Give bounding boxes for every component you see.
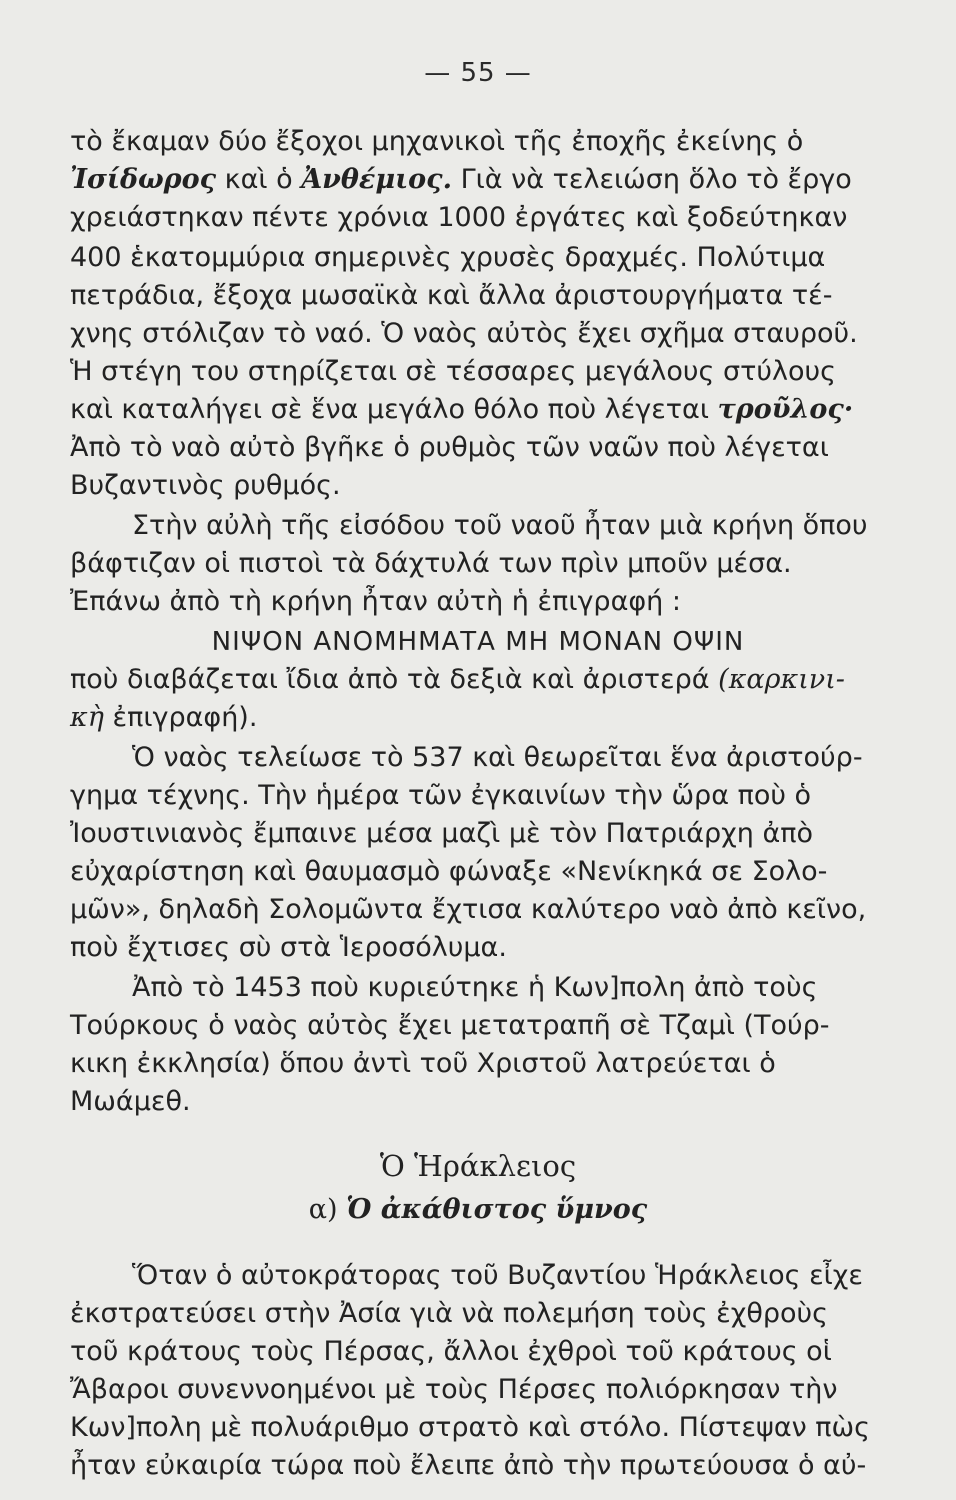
text-line: Μωάμεθ. [70, 1086, 191, 1117]
text-fragment: Γιὰ νὰ τελειώση ὅλο τὸ ἔργο [460, 164, 852, 195]
text-line: Βυζαντινὸς ρυθμός. [70, 470, 341, 501]
section-subtitle [0, 1190, 956, 1230]
text-line: πετράδια, ἔξοχα μωσαϊκὰ καὶ ἄλλα ἀριστουργήματα τέ- [70, 280, 833, 311]
text-fragment: καὶ ὁ [224, 164, 293, 195]
text-line: Ἰουστινιανὸς ἔμπαινε μέσα μαζὶ μὲ τὸν Πατριάρχη ἀπὸ [70, 818, 814, 849]
name-anthemios: Ἀνθέμιος. [301, 164, 452, 195]
text-line: Ἄβαροι συνεννοημένοι μὲ τοὺς Πέρσες πολιόρκησαν τὴν [70, 1374, 838, 1405]
section-title: Ὁ Ἡράκλειος [379, 1149, 577, 1183]
text-line: τοῦ κράτους τοὺς Πέρσας, ἄλλοι ἐχθροὶ τοῦ κράτους οἱ [70, 1336, 832, 1367]
text-line: χνης στόλιζαν τὸ ναό. Ὁ ναὸς αὐτὸς ἔχει σχῆμα σταυροῦ. [70, 318, 858, 349]
text-line: τὸ ἔκαμαν δύο ἔξοχοι μηχανικοὶ τῆς ἐποχῆς ἐκείνης ὁ [70, 126, 804, 157]
text-fragment: (καρκινι- [718, 664, 845, 695]
text-line: Τούρκους ὁ ναὸς αὐτὸς ἔχει μετατραπῆ σὲ Τζαμὶ (Τούρ- [70, 1010, 830, 1041]
text-fragment: καὶ καταλήγει σὲ ἕνα μεγάλο θόλο ποὺ λέγεται [70, 394, 709, 425]
text-fragment: κὴ [70, 702, 104, 733]
page-number: — 55 — [424, 58, 532, 88]
inscription: ΝΙΨΟΝ ΑΝΟΜΗΜΑΤΑ ΜΗ ΜΟΝΑΝ ΟΨΙΝ [211, 627, 745, 657]
text-line: ἐκστρατεύσει στὴν Ἀσία γιὰ νὰ πολεμήση τοὺς ἐχθροὺς [70, 1298, 829, 1329]
text-line [70, 700, 257, 736]
text-fragment: ἐπιγραφή). [112, 702, 258, 733]
text-line: Κων]πολη μὲ πολυάριθμο στρατὸ καὶ στόλο. Πίστεψαν πὼς [70, 1412, 871, 1443]
text-line: Ἀπὸ τὸ ναὸ αὐτὸ βγῆκε ὁ ρυθμὸς τῶν ναῶν ποὺ λέγεται [70, 432, 829, 463]
text-line [70, 662, 845, 698]
text-line: Ἡ στέγη του στηρίζεται σὲ τέσσαρες μεγάλους στύλους [70, 356, 836, 387]
text-line: μῶν», δηλαδὴ Σολομῶντα ἔχτισα καλύτερο ναὸ ἀπὸ κεῖνο, [70, 894, 867, 925]
subtitle-text: Ὁ ἀκάθιστος ὕμνος [346, 1194, 648, 1225]
subtitle-prefix: α) [308, 1194, 338, 1225]
text-line: χρειάστηκαν πέντε χρόνια 1000 ἐργάτες καὶ ξοδεύτηκαν [70, 202, 848, 233]
text-line: εὐχαρίστηση καὶ θαυμασμὸ φώναξε «Νενίκηκά σε Σολο- [70, 856, 828, 887]
text-line [70, 392, 853, 428]
text-line: γημα τέχνης. Τὴν ἡμέρα τῶν ἐγκαινίων τὴν ὥρα ποὺ ὁ [70, 780, 812, 811]
text-line [70, 162, 852, 198]
text-line: Ἐπάνω ἀπὸ τὴ κρήνη ἦταν αὐτὴ ἡ ἐπιγραφή : [70, 586, 681, 617]
text-line: Ἀπὸ τὸ 1453 ποὺ κυριεύτηκε ἡ Κων]πολη ἀπὸ τοὺς [132, 972, 818, 1003]
text-fragment: ποὺ διαβάζεται ἴδια ἀπὸ τὰ δεξιὰ καὶ ἀριστερά [70, 664, 710, 695]
text-line: Στὴν αὐλὴ τῆς εἰσόδου τοῦ ναοῦ ἦταν μιὰ κρήνη ὅπου [132, 510, 868, 541]
term-troulos: τροῦλος· [717, 394, 854, 425]
text-line: ποὺ ἔχτισες σὺ στὰ Ἱεροσόλυμα. [70, 932, 507, 963]
text-line: ἦταν εὐκαιρία τώρα ποὺ ἔλειπε ἀπὸ τὴν πρωτεύουσα ὁ αὐ- [70, 1450, 867, 1481]
name-isidoros: Ἰσίδωρος [70, 164, 217, 195]
text-line: 400 ἑκατομμύρια σημερινὲς χρυσὲς δραχμές. Πολύτιμα [70, 242, 826, 273]
text-line: Ὅταν ὁ αὐτοκράτορας τοῦ Βυζαντίου Ἡράκλειος εἶχε [132, 1260, 863, 1291]
text-line: κικη ἐκκλησία) ὅπου ἀντὶ τοῦ Χριστοῦ λατρεύεται ὁ [70, 1048, 776, 1079]
text-line: Ὁ ναὸς τελείωσε τὸ 537 καὶ θεωρεῖται ἕνα ἀριστούρ- [132, 742, 863, 773]
text-line: βάφτιζαν οἱ πιστοὶ τὰ δάχτυλά των πρὶν μποῦν μέσα. [70, 548, 792, 579]
